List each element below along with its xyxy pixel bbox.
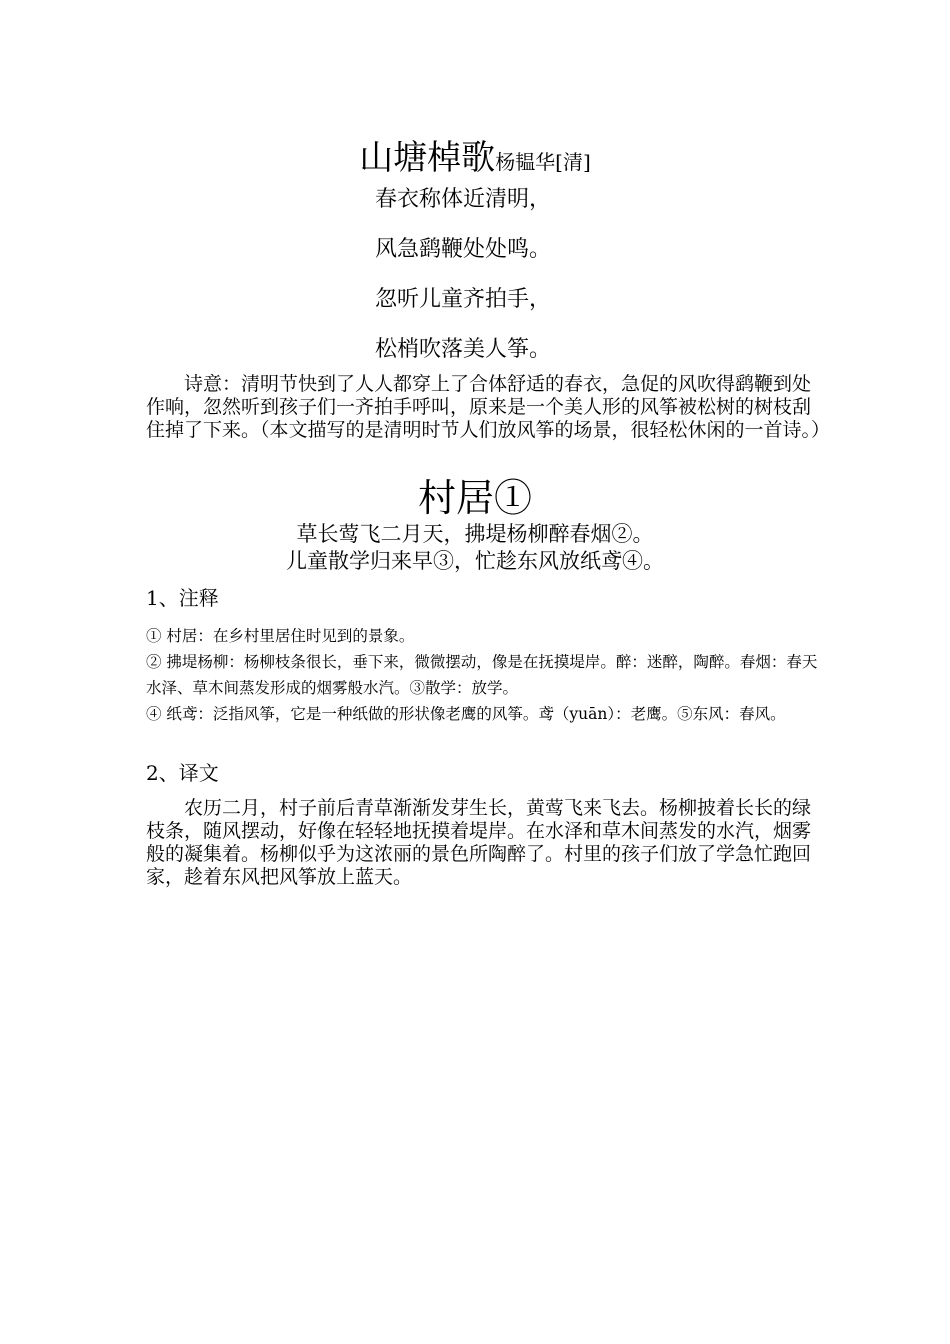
poem2-verses xyxy=(0,521,950,575)
poem1-verses xyxy=(375,184,551,384)
poem1-verse: 春衣称体近清明， xyxy=(375,187,552,212)
poem2-verse: 草长莺飞二月天，拂堤杨柳醉春烟②。 xyxy=(296,522,654,546)
poem2-verse: 儿童散学归来早③，忙趁东风放纸鸢④。 xyxy=(286,549,664,573)
poem1-verse: 风急鹞鞭处处鸣。 xyxy=(375,237,552,262)
notes-heading: 1、注释 xyxy=(146,586,219,610)
poem1-verse: 忽听儿童齐拍手， xyxy=(375,287,552,312)
poem1-meaning: 诗意：清明节快到了人人都穿上了合体舒适的春衣，急促的风吹得鹞鞭到处作响，忽然听到孩子们一齐拍手呼叫，原来是一个美人形的风筝被松树的树枝刮住掉了下来。（本文描写的是清明时节人们放风筝的场景，很轻松休闲的一首诗。） xyxy=(146,373,831,441)
poem1-title: 山塘棹歌 xyxy=(359,138,496,178)
poem1-author: 杨韫华[清] xyxy=(495,150,591,174)
poem1-title-line xyxy=(0,130,950,179)
translation-heading: 2、译文 xyxy=(146,761,219,785)
translation-text: 农历二月，村子前后青草渐渐发芽生长，黄莺飞来飞去。杨柳披着长长的绿枝条，随风摆动，好像在轻轻地抚摸着堤岸。在水泽和草木间蒸发的水汽，烟雾般的凝集着。杨柳似乎为这浓丽的景色所陶醉了。村里的孩子们放了学急忙跑回家，趁着东风把风筝放上蓝天。 xyxy=(146,797,812,888)
poem1-verse: 松梢吹落美人筝。 xyxy=(375,337,552,362)
poem2-title: 村居① xyxy=(417,476,532,520)
note-item: ④ 纸鸢：泛指风筝，它是一种纸做的形状像老鹰的风筝。鸢（yuān）：老鹰。⑤东风：春风。 xyxy=(146,705,786,723)
note-item: ① 村居：在乡村里居住时见到的景象。 xyxy=(146,627,415,645)
note-item: ② 拂堤杨柳：杨柳枝条很长，垂下来，微微摆动，像是在抚摸堤岸。醉：迷醉，陶醉。春烟：春天水泽、草木间蒸发形成的烟雾般水汽。③散学：放学。 xyxy=(146,653,818,697)
notes-list xyxy=(146,623,826,727)
